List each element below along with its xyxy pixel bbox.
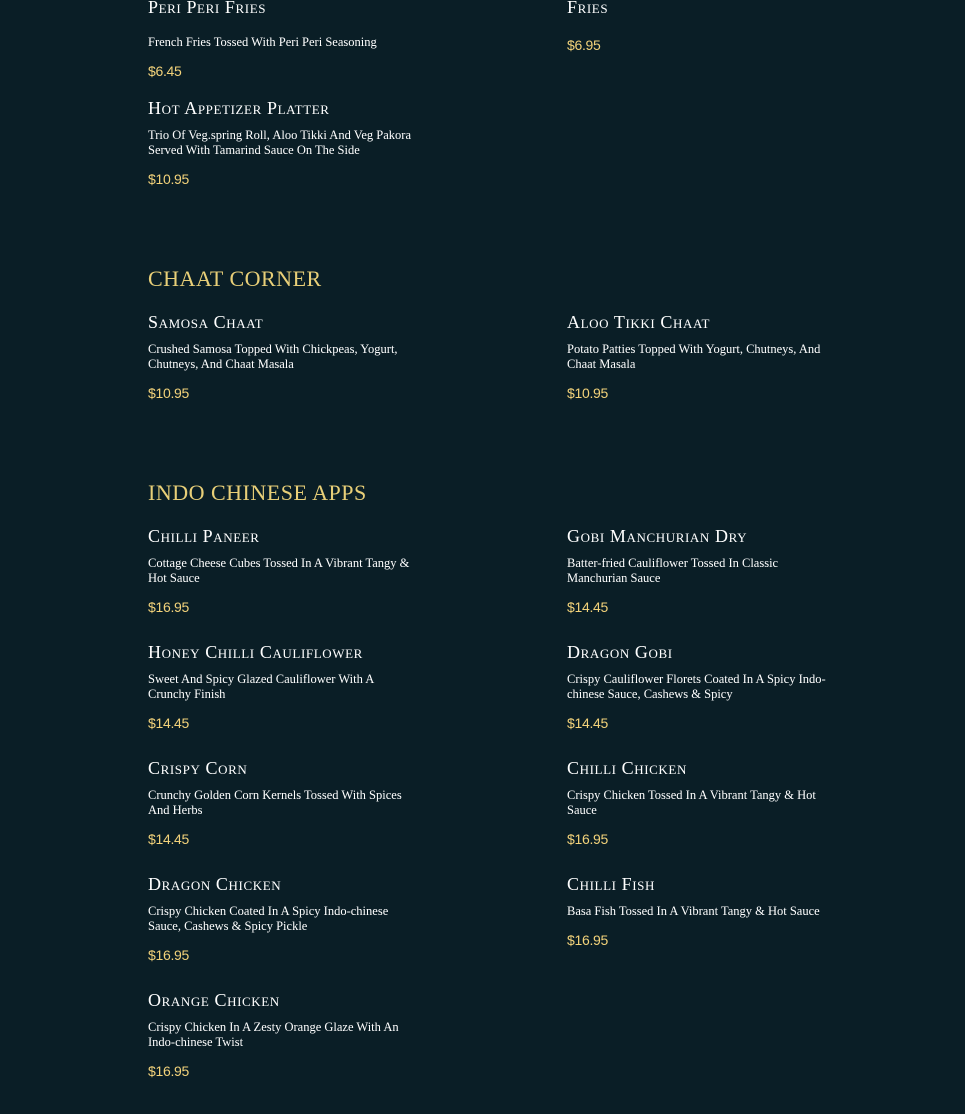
menu-item (148, 312, 418, 401)
item-price: $6.95 (567, 37, 601, 53)
item-description: French Fries Tossed With Peri Peri Seasoning (148, 35, 377, 49)
item-description: Batter-fried Cauliflower Tossed In Classic Manchurian Sauce (567, 556, 779, 585)
item-description: Crispy Cauliflower Florets Coated In A Spicy Indo-chinese Sauce, Cashews & Spicy (567, 672, 826, 701)
menu-item (567, 874, 837, 948)
item-description: Cottage Cheese Cubes Tossed In A Vibrant Tangy & Hot Sauce (148, 556, 410, 585)
menu-item (148, 526, 418, 615)
item-name: Crispy Corn (148, 758, 248, 778)
item-name: Dragon Chicken (148, 874, 282, 894)
menu-item (148, 758, 418, 847)
item-name: Aloo Tikki Chaat (567, 312, 711, 332)
menu-item (567, 642, 837, 731)
item-price: $16.95 (567, 831, 609, 847)
item-price: $10.95 (567, 385, 609, 401)
menu-item-hot-appetizer-platter (148, 98, 418, 187)
item-name: Fries (567, 0, 609, 17)
item-description: Crispy Chicken Tossed In A Vibrant Tangy & Hot Sauce (567, 788, 816, 817)
item-price: $14.45 (567, 715, 609, 731)
item-name: Dragon Gobi (567, 642, 673, 662)
item-description: Sweet And Spicy Glazed Cauliflower With A Crunchy Finish (148, 672, 374, 701)
item-price: $16.95 (148, 599, 190, 615)
item-name: Peri Peri Fries (148, 0, 267, 17)
menu-item-peri-peri-fries (148, 0, 418, 79)
item-price: $10.95 (148, 171, 190, 187)
item-description: Crispy Chicken In A Zesty Orange Glaze With An Indo-chinese Twist (148, 1020, 399, 1049)
item-description: Trio Of Veg.spring Roll, Aloo Tikki And Veg Pakora Served With Tamarind Sauce On The Side (148, 128, 412, 157)
menu-item (148, 990, 418, 1079)
item-price: $10.95 (148, 385, 190, 401)
menu-item (148, 642, 418, 731)
item-price: $6.45 (148, 63, 182, 79)
menu-item (567, 312, 837, 401)
item-name: Chilli Fish (567, 874, 655, 894)
item-description: Crushed Samosa Topped With Chickpeas, Yogurt, Chutneys, And Chaat Masala (148, 342, 398, 371)
item-name: Samosa Chaat (148, 312, 264, 332)
item-name: Hot Appetizer Platter (148, 98, 330, 118)
item-name: Chilli Paneer (148, 526, 260, 546)
item-price: $14.45 (567, 599, 609, 615)
menu-item (148, 874, 418, 963)
item-description: Potato Patties Topped With Yogurt, Chutneys, And Chaat Masala (567, 342, 821, 371)
item-name: Chilli Chicken (567, 758, 687, 778)
item-price: $16.95 (567, 932, 609, 948)
item-price: $14.45 (148, 831, 190, 847)
item-price: $16.95 (148, 947, 190, 963)
section-title-chaat-corner: CHAAT CORNER (148, 266, 322, 291)
item-price: $14.45 (148, 715, 190, 731)
menu-item (567, 526, 837, 615)
item-description: Crunchy Golden Corn Kernels Tossed With Spices And Herbs (148, 788, 402, 817)
item-name: Gobi Manchurian Dry (567, 526, 748, 546)
item-price: $16.95 (148, 1063, 190, 1079)
item-name: Orange Chicken (148, 990, 280, 1010)
menu-item-fries (567, 0, 837, 53)
item-description: Basa Fish Tossed In A Vibrant Tangy & Hot Sauce (567, 904, 820, 918)
item-description: Crispy Chicken Coated In A Spicy Indo-chinese Sauce, Cashews & Spicy Pickle (148, 904, 389, 933)
section-title-indo-chinese-apps: INDO CHINESE APPS (148, 480, 367, 505)
menu-item (567, 758, 837, 847)
item-name: Honey Chilli Cauliflower (148, 642, 363, 662)
